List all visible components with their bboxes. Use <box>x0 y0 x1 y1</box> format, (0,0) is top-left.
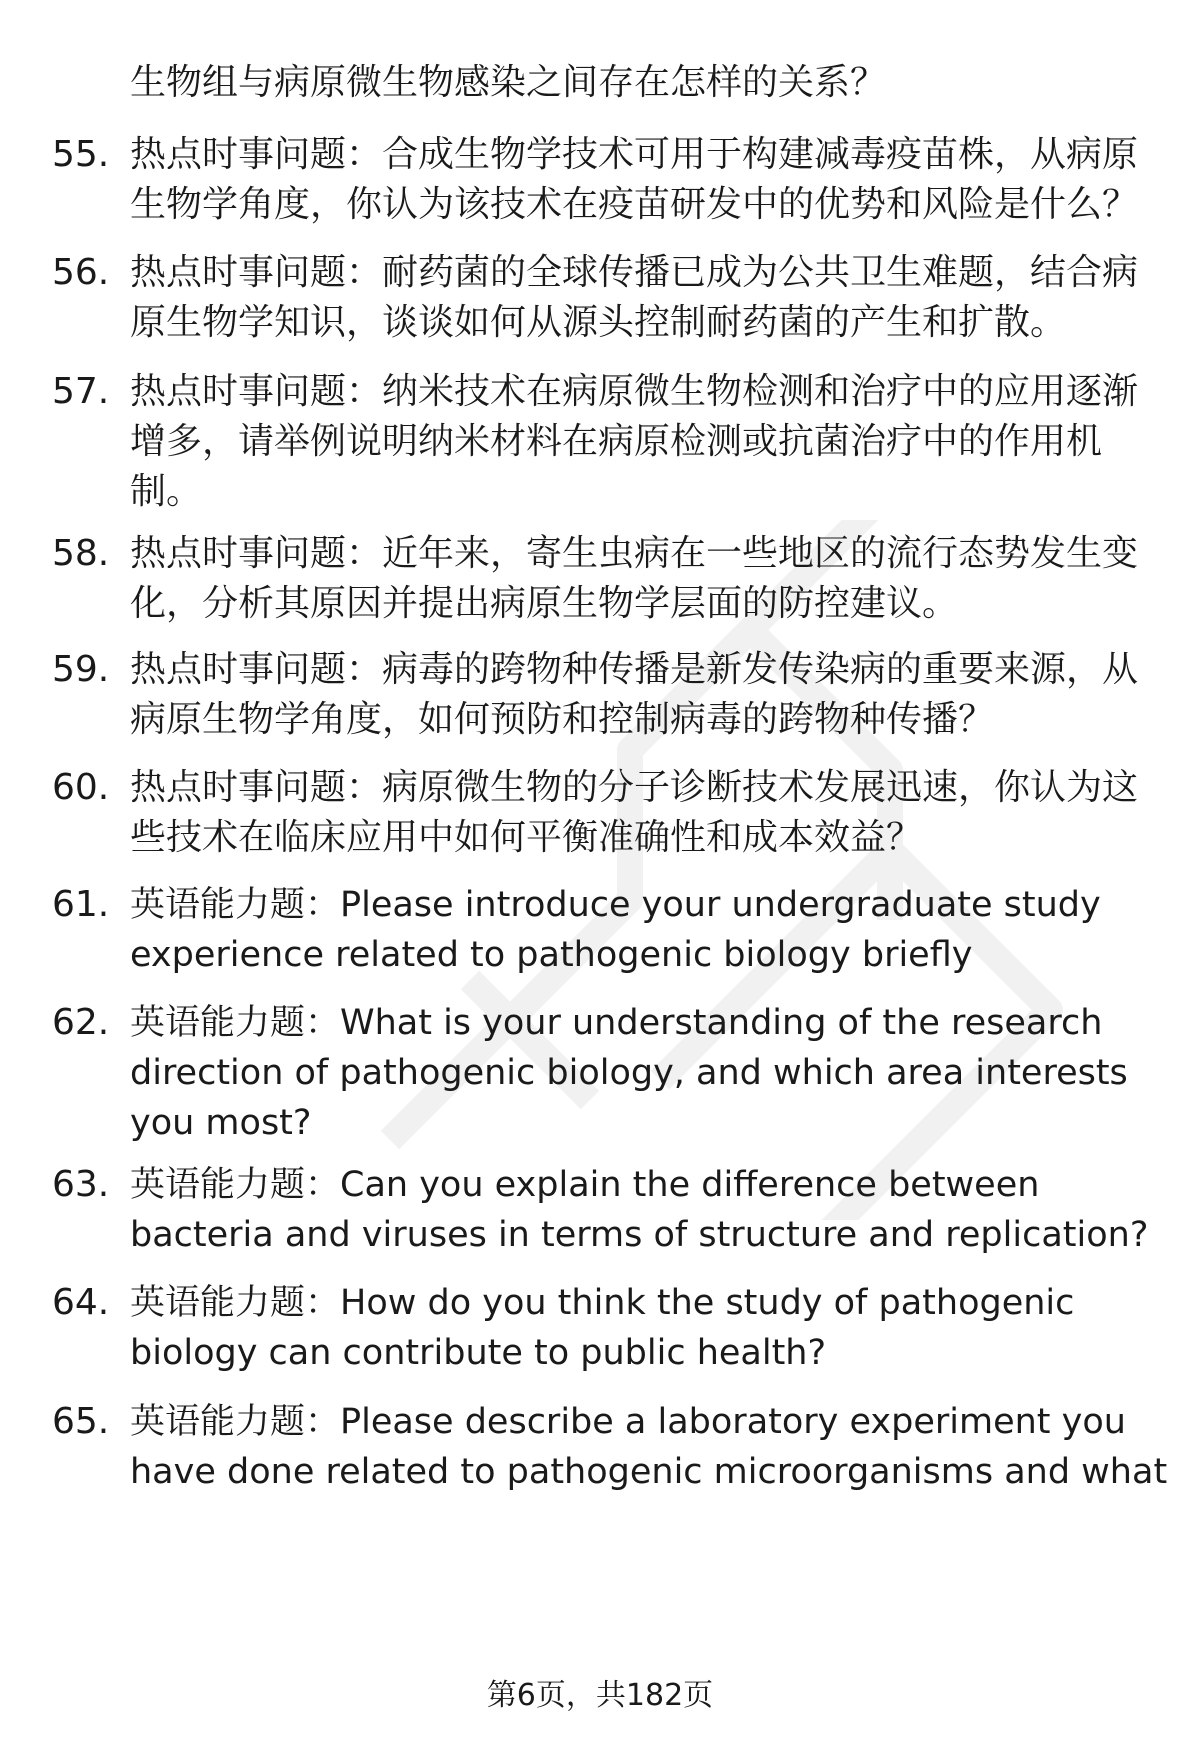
question-line: 制。 <box>130 471 203 512</box>
question-text <box>130 367 1170 517</box>
question-text <box>130 1397 1170 1497</box>
question-line: 病原生物学角度，如何预防和控制病毒的跨物种传播？ <box>130 699 995 740</box>
question-text <box>130 529 1170 629</box>
question-line: experience related to pathogenic biology briefly <box>130 935 973 975</box>
question-number: 56. <box>52 252 110 293</box>
question-number: 57. <box>52 371 110 412</box>
question-line: 热点时事问题：病原微生物的分子诊断技术发展迅速，你认为这 <box>130 767 1139 808</box>
question-line: 增多，请举例说明纳米材料在病原检测或抗菌治疗中的作用机 <box>130 421 1103 462</box>
question-line: 英语能力题：Can you explain the difference between <box>130 1165 1040 1205</box>
question-line: 英语能力题：What is your understanding of the research <box>130 1003 1103 1043</box>
question-line: 英语能力题：How do you think the study of pathogenic <box>130 1283 1075 1323</box>
question-number: 59. <box>52 649 110 690</box>
question-line: 英语能力题：Please introduce your undergraduate study <box>130 885 1101 925</box>
question-line: 热点时事问题：合成生物学技术可用于构建减毒疫苗株，从病原 <box>130 134 1139 175</box>
question-line: 热点时事问题：纳米技术在病原微生物检测和治疗中的应用逐渐 <box>130 371 1139 412</box>
question-line: 原生物学知识，谈谈如何从源头控制耐药菌的产生和扩散。 <box>130 302 1067 343</box>
question-line: 生物学角度，你认为该技术在疫苗研发中的优势和风险是什么？ <box>130 184 1139 225</box>
question-text <box>130 880 1170 980</box>
question-number: 61. <box>52 884 110 925</box>
question-number: 64. <box>52 1282 110 1323</box>
question-text <box>130 130 1170 230</box>
question-text <box>130 1278 1170 1378</box>
question-number: 65. <box>52 1401 110 1442</box>
question-text <box>130 998 1170 1148</box>
question-text <box>130 763 1170 863</box>
question-number: 62. <box>52 1002 110 1043</box>
question-number: 58. <box>52 533 110 574</box>
question-number: 60. <box>52 767 110 808</box>
question-text <box>130 1160 1170 1260</box>
question-text <box>130 248 1170 348</box>
question-line: 热点时事问题：病毒的跨物种传播是新发传染病的重要来源，从 <box>130 649 1139 690</box>
question-line: biology can contribute to public health? <box>130 1333 827 1373</box>
question-line: have done related to pathogenic microorganisms and what <box>130 1452 1168 1492</box>
question-number: 55. <box>52 134 110 175</box>
question-number: 63. <box>52 1164 110 1205</box>
question-line: you most? <box>130 1103 312 1143</box>
page-footer: 第6页，共182页 <box>486 1678 714 1713</box>
question-line: 化，分析其原因并提出病原生物学层面的防控建议。 <box>130 583 959 624</box>
question-line: bacteria and viruses in terms of structure and replication? <box>130 1215 1149 1255</box>
question-line: 热点时事问题：近年来，寄生虫病在一些地区的流行态势发生变 <box>130 533 1139 574</box>
question-line: direction of pathogenic biology, and which area interests <box>130 1053 1128 1093</box>
question-line: 热点时事问题：耐药菌的全球传播已成为公共卫生难题，结合病 <box>130 252 1139 293</box>
question-line: 些技术在临床应用中如何平衡准确性和成本效益？ <box>130 817 923 858</box>
question-text <box>130 645 1170 745</box>
continuation-text: 生物组与病原微生物感染之间存在怎样的关系？ <box>130 62 887 103</box>
question-line: 英语能力题：Please describe a laboratory experiment you <box>130 1402 1126 1442</box>
